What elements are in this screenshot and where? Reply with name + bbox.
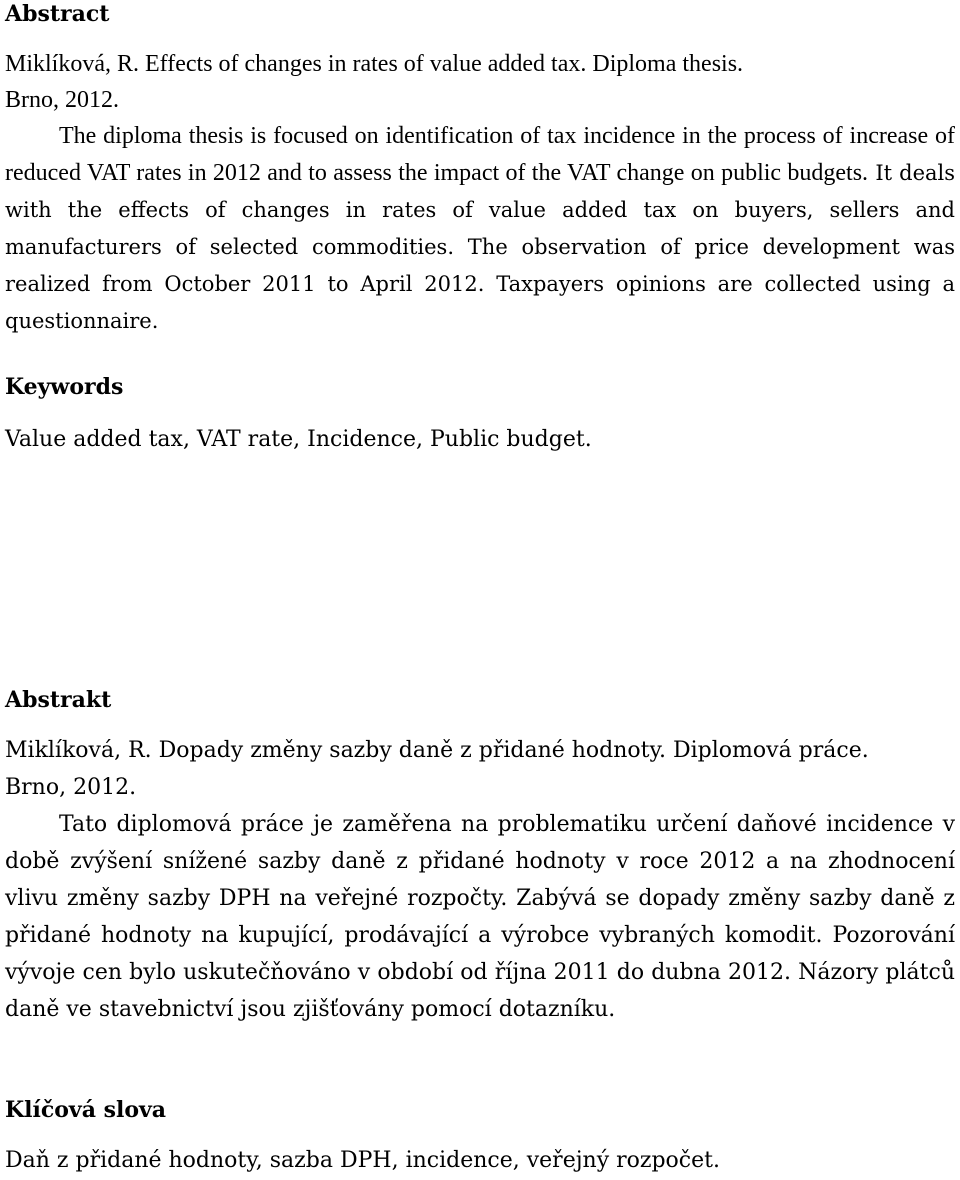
citation-en — [5, 46, 955, 118]
keywords-en: Value added tax, VAT rate, Incidence, Public budget. — [5, 427, 592, 452]
abstrakt-heading: Abstrakt — [5, 687, 112, 713]
klicova-slova-heading: Klíčová slova — [5, 1097, 167, 1123]
citation-en-line1: Miklíková, R. Effects of changes in rates of value added tax. Diploma thesis. — [5, 51, 744, 77]
citation-en-line2: Brno, 2012. — [5, 87, 119, 113]
citation-cz-line1: Miklíková, R. Dopady změny sazby daně z přidané hodnoty. Diplomová práce. — [5, 738, 869, 763]
citation-cz — [5, 732, 955, 806]
abstract-heading: Abstract — [5, 1, 110, 27]
citation-cz-line2: Brno, 2012. — [5, 775, 137, 800]
abstract-en-lead: The diploma thesis is focused on identification of tax incidence in the process of increase of reduced VAT rates in 2012 and to assess the impact of the VAT change on public budgets. — [5, 123, 955, 186]
abstract-en-body — [5, 118, 955, 340]
abstract-en-rest: It deals with the effects of changes in rates of value added tax on buyers, sellers and manufacturers of selected commodities. The observation of price development was realized from October 2011 to April 2012. Taxpayers opinions are collected using a questionnaire. — [5, 161, 956, 333]
keywords-cz: Daň z přidané hodnoty, sazba DPH, incidence, veřejný rozpočet. — [5, 1148, 720, 1173]
abstract-cz-body: Tato diplomová práce je zaměřena na problematiku určení daňové incidence v době zvýšení snížené sazby daně z přidané hodnoty v roce 2012 a na zhodnocení vlivu změny sazby DPH na veřejné rozpočty. Zabývá se dopady změny sazby daně z přidané hodnoty na kupující, prodávající a výrobce vybraných komodit. Pozorování vývoje cen bylo uskutečňováno v období od října 2011 do dubna 2012. Názory plátců daně ve stavebnictví jsou zjišťovány pomocí dotazníku. — [5, 812, 955, 1022]
keywords-heading: Keywords — [5, 374, 124, 400]
